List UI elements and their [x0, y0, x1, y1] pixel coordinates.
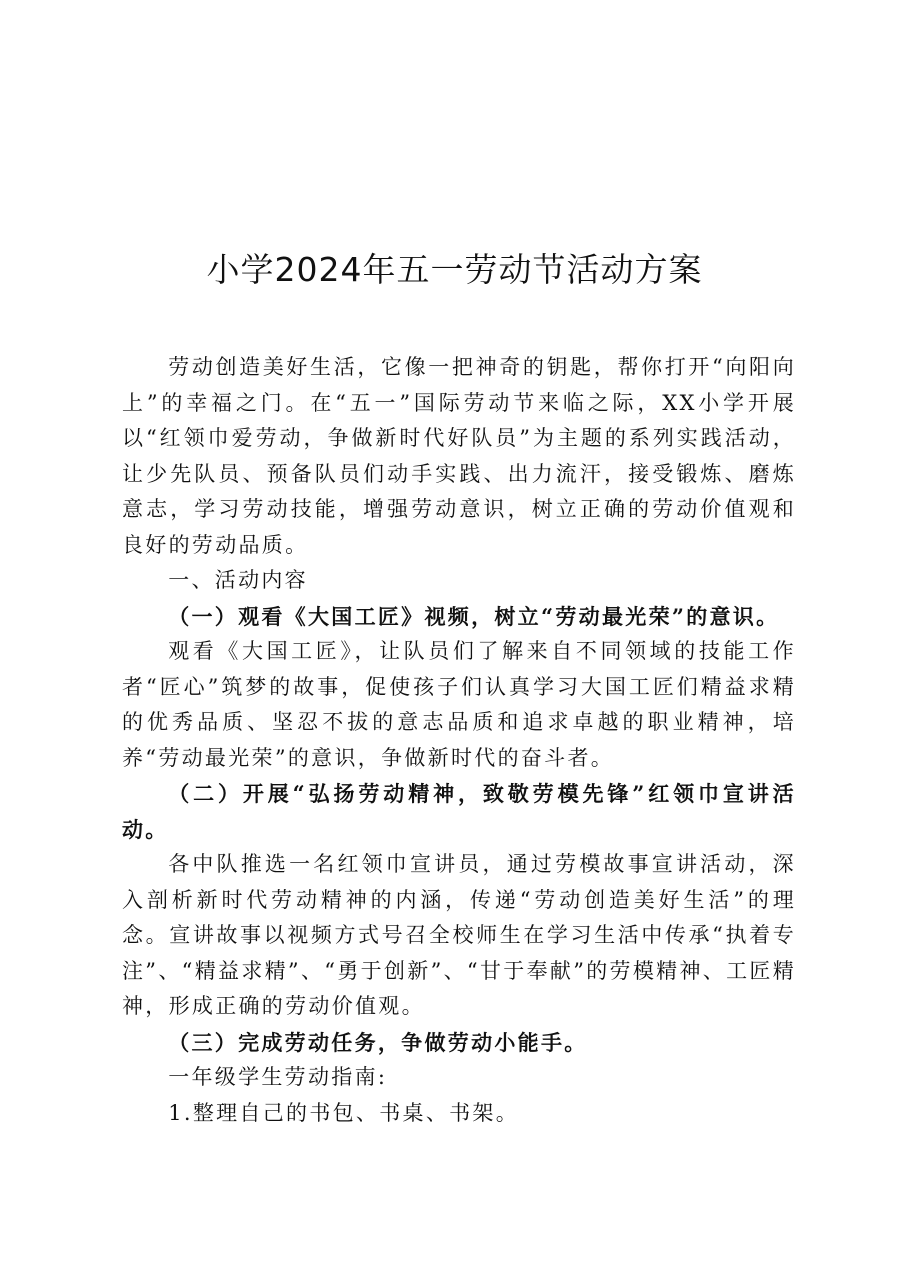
guide-item-1: 1.整理自己的书包、书桌、书架。 — [168, 1100, 520, 1125]
section-heading-activity-content: 一、活动内容 — [168, 568, 308, 592]
subsection-heading-3: （三）完成劳动任务，争做劳动小能手。 — [168, 1029, 588, 1055]
intro-paragraph: 劳动创造美好生活，它像一把神奇的钥匙，帮你打开“向阳向上”的幸福之门。在“五一”国际劳动节来临之际，XX小学开展以“红领巾爱劳动，争做新时代好队员”为主题的系列实践活动，让少先队员、预备队员们动手实践、出力流汗，接受锻炼、磨炼意志，学习劳动技能，增强劳动意识，树立正确的劳动价值观和良好的劳动品质。 — [122, 355, 796, 557]
document-body — [122, 350, 796, 1131]
grade-1-guide-label: 一年级学生劳动指南: — [168, 1065, 388, 1089]
subsection-heading-2: （二）开展“弘扬劳动精神，致敬劳模先锋”红领巾宣讲活动。 — [122, 781, 796, 842]
subsection-body-2: 各中队推选一名红领巾宣讲员，通过劳模故事宣讲活动，深入剖析新时代劳动精神的内涵，传递“劳动创造美好生活”的理念。宣讲故事以视频方式号召全校师生在学习生活中传承“执着专注”、“精益求精”、“勇于创新”、“甘于奉献”的劳模精神、工匠精神，形成正确的劳动价值观。 — [122, 852, 796, 1018]
document-title: 小学2024年五一劳动节活动方案 — [206, 250, 703, 289]
subsection-heading-1: （一）观看《大国工匠》视频，树立“劳动最光荣”的意识。 — [168, 603, 780, 629]
subsection-body-1: 观看《大国工匠》，让队员们了解来自不同领域的技能工作者“匠心”筑梦的故事，促使孩子们认真学习大国工匠们精益求精的优秀品质、坚忍不拔的意志品质和追求卓越的职业精神，培养“劳动最光荣”的意识，争做新时代的奋斗者。 — [122, 639, 796, 770]
